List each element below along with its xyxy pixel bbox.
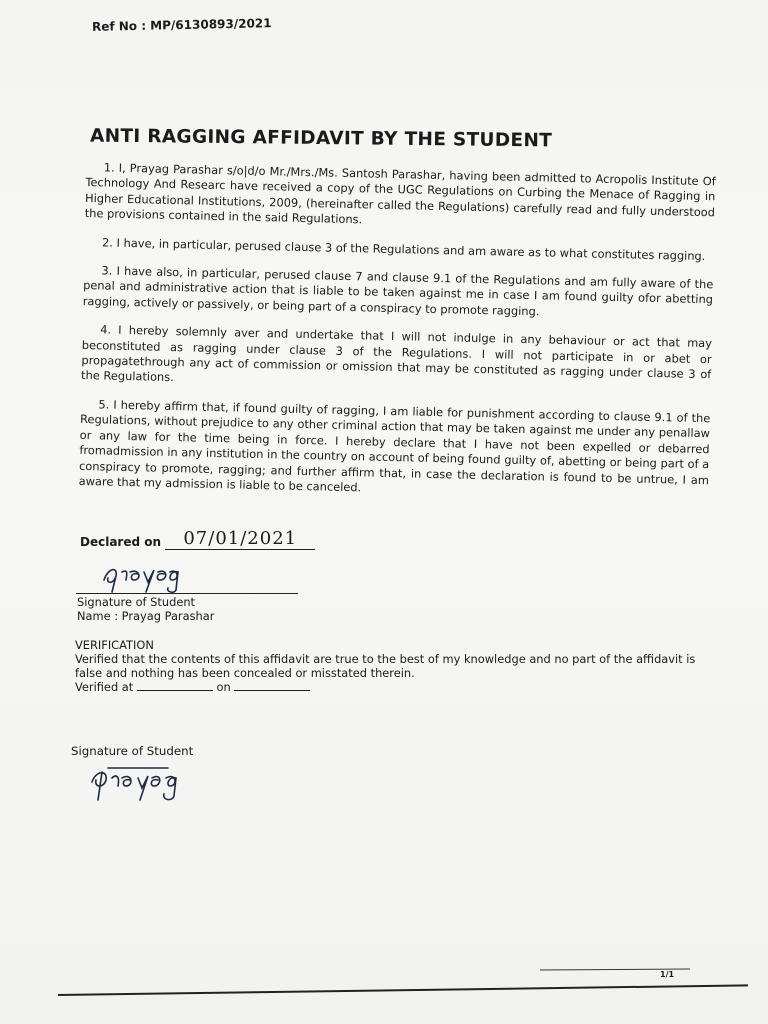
verified-at-blank (137, 680, 213, 691)
footer-rule (58, 984, 748, 996)
signature-label-2: Signature of Student (71, 744, 194, 758)
page-title: ANTI RAGGING AFFIDAVIT BY THE STUDENT (89, 125, 553, 152)
clause-4: 4. I hereby solemnly aver and undertake that I will not indulge in any behaviour or act that may beconstituted as ragging under clause 3 of the Regulations. I will not participate in or abet or propagatethrough any act of commission or omission that may be constituted as ragging under clause 3 of the Regulations. (80, 322, 713, 385)
clause-5: 5. I hereby affirm that, if found guilty of ragging, I am liable for punishment according to clause 9.1 of the Regulations, without prejudice to any other criminal action that may be taken against me under any penallaw or any law for the time being in force. I hereby declare that I have not been expelled or debarred fromadmission in any institution in the country on account of being found guilty of, abetting or being part of a conspiracy to promote, ragging; and further affirm that, in case the declaration is found to be untrue, I am aware that my admission is liable to be canceled. (78, 397, 711, 495)
signature-line (76, 593, 298, 594)
verification-section (75, 638, 715, 694)
clause-3: 3. I have also, in particular, perused clause 7 and clause 9.1 of the Regulations and am fully aware of the penal and administrative action that is liable to be taken against me in case I am found guilty ofor abetting ragging, actively or passively, or being part of a conspiracy to promote ragging. (82, 263, 714, 319)
page-number: 1/1 (660, 970, 675, 979)
affidavit-body (78, 160, 716, 517)
declared-on (80, 530, 315, 552)
signature-label: Signature of Student (77, 595, 196, 609)
reference-number: Ref No : MP/6130893/2021 (91, 16, 272, 34)
on-label: on (216, 680, 231, 694)
clause-1: 1. I, Prayag Parashar s/o|d/o Mr./Mrs./Ms. Santosh Parashar, having been admitted to Acropolis Institute Of Technology And Researc have received a copy of the UGC Regulations on Curbing the Menace of Ragging in Higher Educational Institutions, 2009, (hereinafter called the Regulations) carefully read and fully understood the provisions contained in the said Regulations. (84, 160, 716, 227)
student-signature-2 (86, 762, 210, 802)
declared-label: Declared on (80, 535, 162, 549)
verified-on-blank (234, 680, 310, 691)
student-name: Name : Prayag Parashar (77, 609, 215, 623)
clause-2: 2. I have, in particular, perused clause 3 of the Regulations and am aware as to what constitutes ragging. (101, 235, 706, 263)
declared-date: 07/01/2021 (165, 528, 315, 550)
student-signature-1 (96, 558, 206, 594)
verification-heading: VERIFICATION (75, 638, 154, 652)
verified-at-label: Verified at (75, 680, 134, 694)
verified-at-row (75, 680, 715, 694)
verification-text: Verified that the contents of this affidavit are true to the best of my knowledge and no part of the affidavit is false and nothing has been concealed or misstated therein. (75, 652, 696, 680)
